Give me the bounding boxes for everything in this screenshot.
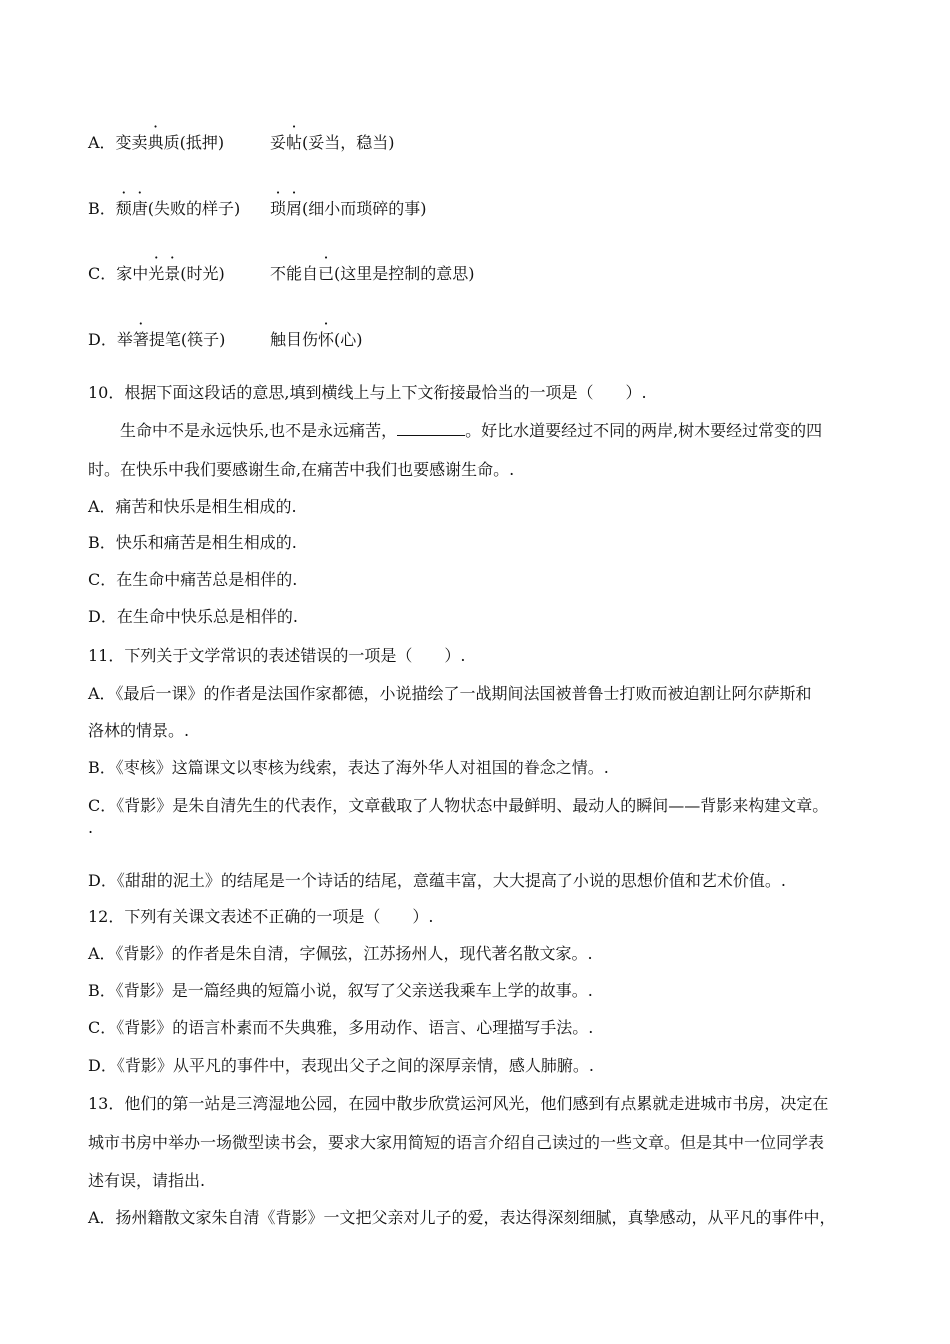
q12-option-b: B．《背影》是一篇经典的短篇小说，叙写了父亲送我乘车上学的故事。.	[88, 981, 593, 1000]
q10-option-a: A．痛苦和快乐是相生相成的.	[88, 497, 297, 516]
q9-option-a-right: 妥帖(妥当，稳当)	[270, 133, 395, 152]
q11-option-c-line1: C．《背影》是朱自清先生的代表作，文章截取了人物状态中最鲜明、最动人的瞬间——背影来构建文章。	[88, 796, 829, 815]
q9-option-b: B．颓唐(失败的样子)	[88, 199, 241, 218]
q9-option-d-right: 触目伤怀(心)	[270, 330, 363, 349]
q10-option-c: C．在生命中痛苦总是相伴的.	[88, 570, 298, 589]
q9-option-a: A．变卖典质(抵押)	[88, 133, 225, 152]
q13-stem-line1: 13．他们的第一站是三湾湿地公园，在园中散步欣赏运河风光，他们感到有点累就走进城市书房，决定在	[88, 1094, 829, 1113]
q11-option-a-line1: A．《最后一课》的作者是法国作家都德，小说描绘了一战期间法国被普鲁士打败而被迫割让阿尔萨斯和	[88, 684, 812, 703]
q11-option-a-line2: 洛林的情景。.	[88, 721, 190, 740]
q9-option-d: D．举箸提笔(筷子)	[88, 330, 226, 349]
q11-option-c-line2: .	[88, 818, 94, 837]
q13-stem-line2: 城市书房中举办一场微型读书会，要求大家用简短的语言介绍自己读过的一些文章。但是其中一位同学表	[88, 1133, 825, 1152]
answer-blank	[397, 421, 465, 436]
q11-stem: 11．下列关于文学常识的表述错误的一项是（ ）.	[88, 646, 466, 665]
q10-passage-line1: 生命中不是永远快乐,也不是永远痛苦， 。好比水道要经过不同的两岸,树木要经过常变的四	[120, 421, 823, 440]
q11-option-b: B．《枣核》这篇课文以枣核为线索，表达了海外华人对祖国的眷念之情。.	[88, 758, 609, 777]
q10-option-b: B．快乐和痛苦是相生相成的.	[88, 533, 297, 552]
q12-option-a: A．《背影》的作者是朱自清，字佩弦，江苏扬州人，现代著名散文家。.	[88, 944, 593, 963]
q11-option-d: D．《甜甜的泥土》的结尾是一个诗话的结尾，意蕴丰富，大大提高了小说的思想价值和艺术价值。.	[88, 871, 786, 890]
q9-option-b-right: 琐屑(细小而琐碎的事)	[270, 199, 427, 218]
q10-option-d: D．在生命中快乐总是相伴的.	[88, 607, 298, 626]
q12-option-d: D．《背影》从平凡的事件中，表现出父子之间的深厚亲情，感人肺腑。.	[88, 1056, 594, 1075]
q13-stem-line3: 述有误，请指出.	[88, 1171, 206, 1190]
q13-option-a: A．扬州籍散文家朱自清《背影》一文把父亲对儿子的爱，表达得深刻细腻，真挚感动，从平凡的事件中，	[88, 1208, 836, 1227]
q12-stem: 12．下列有关课文表述不正确的一项是（ ）.	[88, 907, 434, 926]
q9-option-c: C．家中光景(时光)	[88, 264, 225, 283]
q10-passage-line2: 时。在快乐中我们要感谢生命,在痛苦中我们也要感谢生命。.	[88, 460, 515, 479]
q9-option-c-right: 不能自已(这里是控制的意思)	[270, 264, 475, 283]
q12-option-c: C．《背影》的语言朴素而不失典雅，多用动作、语言、心理描写手法。.	[88, 1018, 594, 1037]
q10-stem: 10．根据下面这段话的意思,填到横线上与上下文衔接最恰当的一项是（ ）.	[88, 383, 647, 402]
